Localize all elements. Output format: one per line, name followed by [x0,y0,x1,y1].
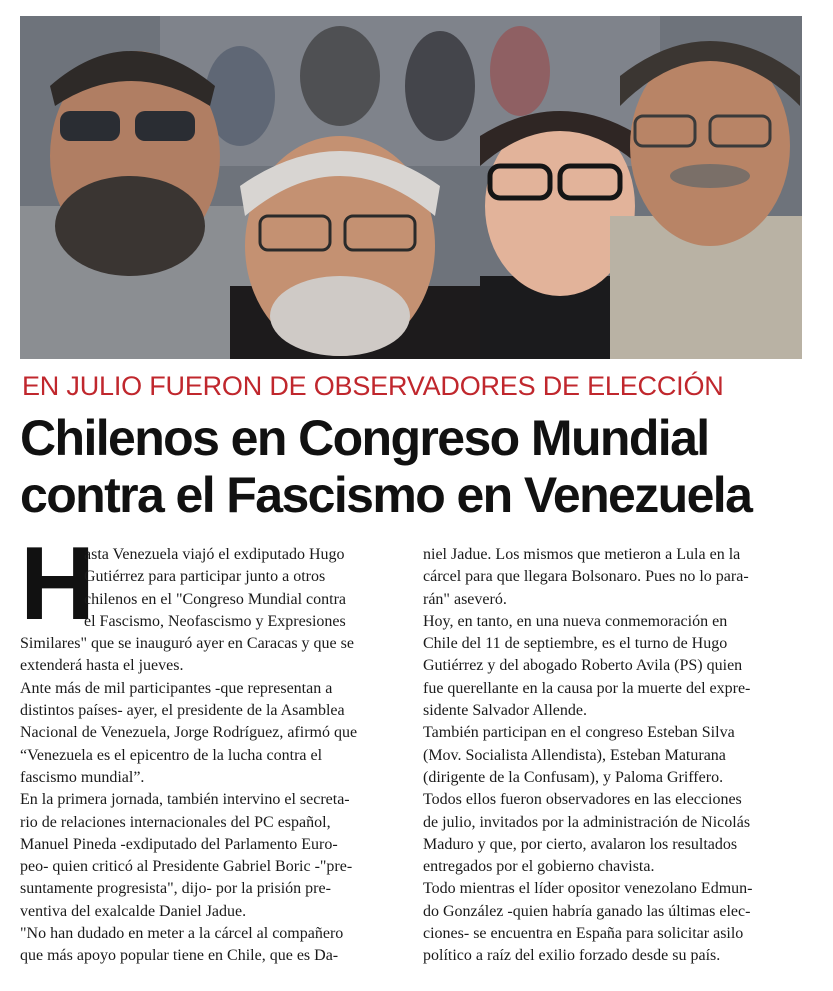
body-line: Nacional de Venezuela, Jorge Rodríguez, afirmó que [20,724,358,742]
body-line: "No han dudado en meter a la cárcel al compañero [20,925,344,943]
body-line: do González -quien habría ganado las últimas elec- [423,902,751,920]
body-line: Gutiérrez y del abogado Roberto Avila (PS) quien [423,657,743,675]
body-line: Todos ellos fueron observadores en las elecciones [423,791,742,809]
body-line: asta Venezuela viajó el exdiputado Hugo [84,546,345,563]
kicker: EN JULIO FUERON DE OBSERVADORES DE ELECCIÓN [22,371,724,401]
body-line: político a raíz del exilio forzado desde su país. [423,947,721,965]
body-line: peo- quien criticó al Presidente Gabriel Boric -"pre- [20,858,353,876]
body-line: Manuel Pineda -exdiputado del Parlamento Euro- [20,835,338,853]
headline-line-1: Chilenos en Congreso Mundial [20,410,709,466]
body-line: Gutiérrez para participar junto a otros [84,568,326,586]
body-line: Similares" que se inauguró ayer en Caracas y que se [20,635,354,653]
body-line: de julio, invitados por la administración de Nicolás [423,813,751,831]
body-line: ventiva del exalcalde Daniel Jadue. [20,902,247,920]
body-line: niel Jadue. Los mismos que metieron a Lula en la [423,546,741,563]
body-column-left [20,526,415,968]
group-photo [20,16,802,359]
body-line: que más apoyo popular tiene en Chile, que es Da- [20,947,339,965]
body-line: distintos países- ayer, el presidente de la Asamblea [20,702,345,720]
body-line: cárcel para que llegara Bolsonaro. Pues no lo para- [423,568,749,586]
group-photo-illustration [20,16,802,359]
body-line: el Fascismo, Neofascismo y Expresiones [84,612,346,630]
body-line: suntamente progresista", dijo- por la prisión pre- [20,880,331,898]
body-line: (dirigente de la Confusam), y Paloma Griffero. [423,768,724,786]
body-line: chilenos en el "Congreso Mundial contra [84,590,347,608]
body-line: Chile del 11 de septiembre, es el turno de Hugo [423,635,728,653]
headline-line-2: contra el Fascismo en Venezuela [20,467,752,523]
body-line: “Venezuela es el epicentro de la lucha contra el [20,746,323,764]
body-column-right [423,544,818,968]
drop-cap: H [20,526,96,642]
body-line: En la primera jornada, también intervino el secreta- [20,791,350,809]
body-line: Ante más de mil participantes -que representan a [20,679,333,697]
body-line: extenderá hasta el jueves. [20,657,184,675]
body-line: fue querellante en la causa por la muerte del expre- [423,679,751,697]
body-line: Todo mientras el líder opositor venezolano Edmun- [423,880,753,898]
body-line: Maduro y que, por cierto, avalaron los resultados [423,835,738,853]
body-line: (Mov. Socialista Allendista), Esteban Maturana [423,746,726,764]
headline [20,410,820,524]
body-line: rán" aseveró. [423,590,507,608]
body-line: Hoy, en tanto, en una nueva conmemoración en [423,612,728,630]
body-line: sidente Salvador Allende. [423,702,587,720]
body-line: También participan en el congreso Esteban Silva [423,724,735,742]
body-line: ciones- se encuentra en España para solicitar asilo [423,925,744,943]
body-line: rio de relaciones internacionales del PC español, [20,813,331,831]
body-line: fascismo mundial”. [20,768,145,786]
body-line: entregados por el gobierno chavista. [423,858,655,876]
